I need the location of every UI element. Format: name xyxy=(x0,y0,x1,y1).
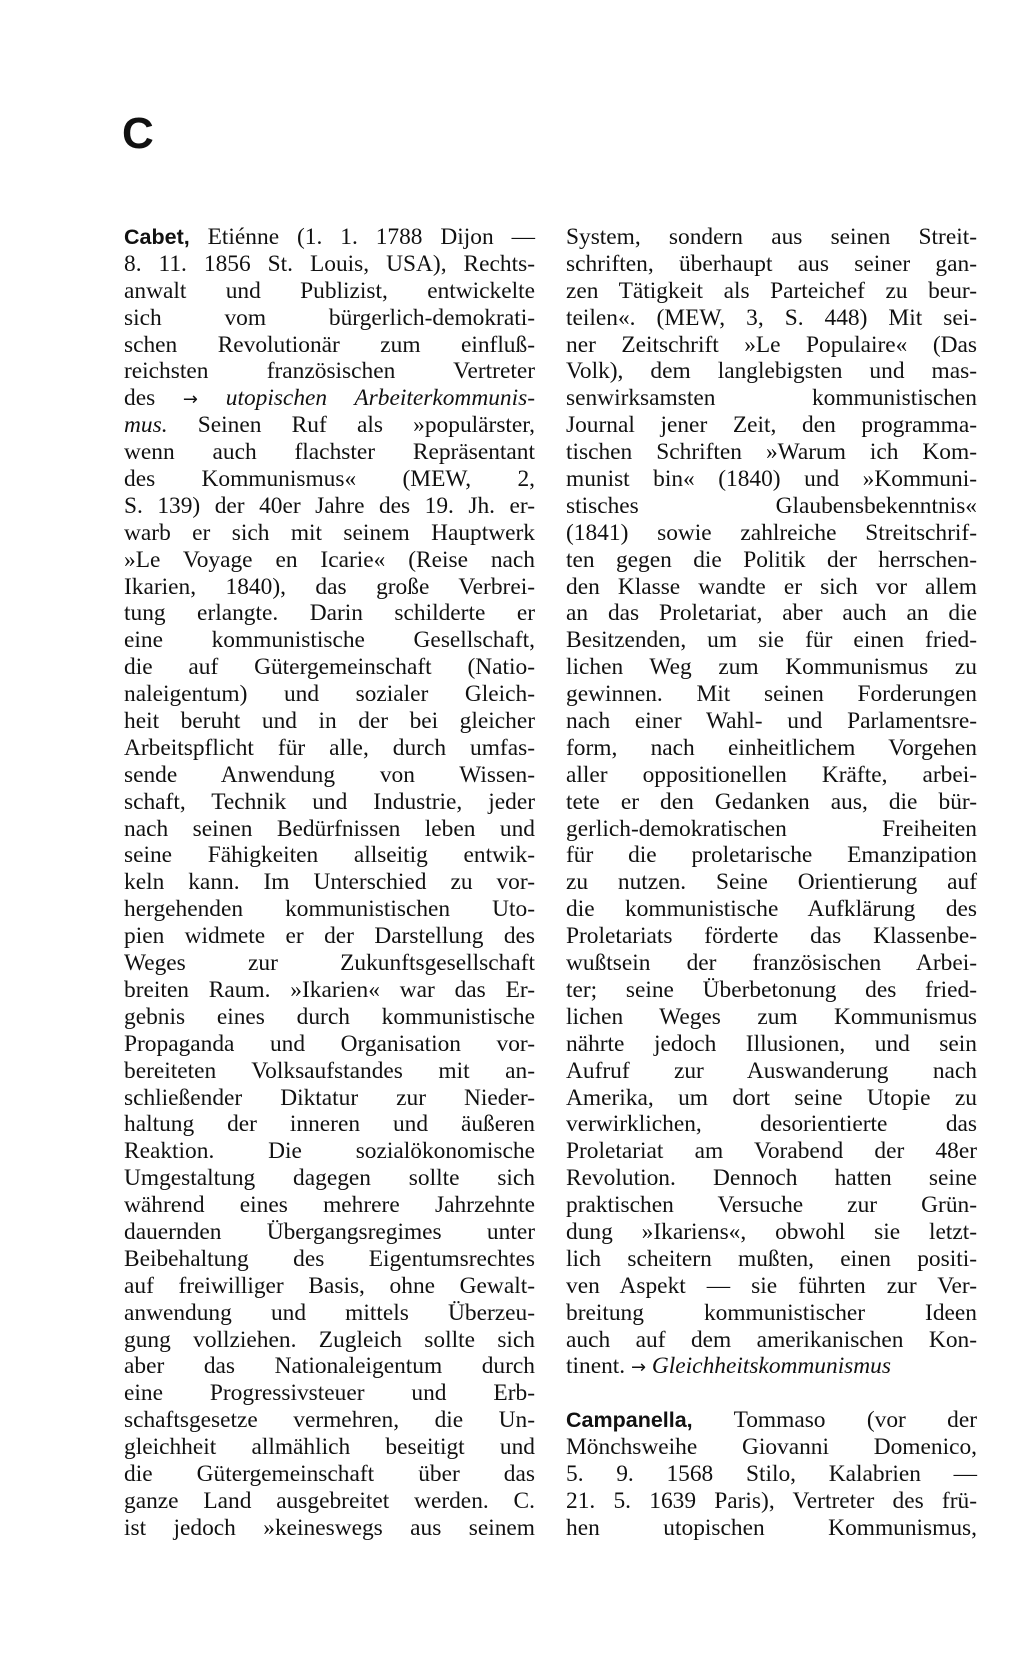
text-line: heit beruht und in der bei gleicher xyxy=(124,708,535,735)
text-line: haltung der inneren und äußeren xyxy=(124,1111,535,1138)
text-line: Proletariat am Vorabend der 48er xyxy=(566,1138,977,1165)
arrow-right-icon: → xyxy=(182,389,199,411)
text-line: gung vollziehen. Zugleich sollte sich xyxy=(124,1326,535,1353)
text-line: lich scheitern mußten, einen positi- xyxy=(566,1245,977,1272)
text-line: die auf Gütergemeinschaft (Natio- xyxy=(124,654,535,681)
text-line: Propaganda und Organisation vor- xyxy=(124,1030,535,1057)
left-column xyxy=(124,224,535,1542)
text-line: des Kommunismus« (MEW, 2, xyxy=(124,466,535,493)
text-line: senwirksamsten kommunistischen xyxy=(566,385,977,412)
text-line: nährte jedoch Illusionen, und sein xyxy=(566,1030,977,1057)
text-line: lichen Weges zum Kommunismus xyxy=(566,1003,977,1030)
text-line: praktischen Versuche zur Grün- xyxy=(566,1192,977,1219)
text-line: Weges zur Zukunftsgesellschaft xyxy=(124,950,535,977)
text-line: nach einer Wahl- und Parlamentsre- xyxy=(566,708,977,735)
text-line: teilen«. (MEW, 3, S. 448) Mit sei- xyxy=(566,304,977,331)
text-line: Arbeitspflicht für alle, durch umfas- xyxy=(124,734,535,761)
text-line: 5. 9. 1568 Stilo, Kalabrien — xyxy=(566,1461,977,1488)
text-line: gebnis eines durch kommunistische xyxy=(124,1003,535,1030)
text-span: des xyxy=(124,385,183,412)
text-line: ner Zeitschrift »Le Populaire« (Das xyxy=(566,331,977,358)
text-line: Volk), dem langlebigsten und mas- xyxy=(566,358,977,385)
text-span: Etiénne (1. 1. 1788 Dijon — xyxy=(189,224,535,250)
text-line: ven Aspekt — sie führten zur Ver- xyxy=(566,1272,977,1299)
text-line: S. 139) der 40er Jahre des 19. Jh. er- xyxy=(124,492,535,519)
text-line: gewinnen. Mit seinen Forderungen xyxy=(566,681,977,708)
text-line: breiten Raum. »Ikarien« war das Er- xyxy=(124,976,535,1003)
text-line: wußtsein der französischen Arbei- xyxy=(566,950,977,977)
entry-heading-cabet: Cabet, xyxy=(124,225,190,249)
text-line: Revolution. Dennoch hatten seine xyxy=(566,1165,977,1192)
text-line: sich vom bürgerlich-demokrati- xyxy=(124,304,535,331)
text-span: tinent. xyxy=(566,1353,631,1380)
cross-reference-link[interactable]: mus. xyxy=(124,412,168,439)
text-line: wenn auch flachster Repräsentant xyxy=(124,439,535,466)
right-column xyxy=(566,224,977,1542)
text-line: Umgestaltung dagegen sollte sich xyxy=(124,1165,535,1192)
text-line: auf freiwilliger Basis, ohne Gewalt- xyxy=(124,1272,535,1299)
text-line: gleichheit allmählich beseitigt und xyxy=(124,1434,535,1461)
text-line: den Klasse wandte er sich vor allem xyxy=(566,573,977,600)
section-letter: C xyxy=(122,109,154,158)
text-line: reichsten französischen Vertreter xyxy=(124,358,535,385)
text-line: dauernden Übergangsregimes unter xyxy=(124,1218,535,1245)
text-line: Aufruf zur Auswanderung nach xyxy=(566,1057,977,1084)
text-line: anwalt und Publizist, entwickelte xyxy=(124,277,535,304)
text-line: »Le Voyage en Icarie« (Reise nach xyxy=(124,546,535,573)
text-line: gerlich-demokratischen Freiheiten xyxy=(566,815,977,842)
text-line: dung »Ikariens«, obwohl sie letzt- xyxy=(566,1218,977,1245)
text-line: seine Fähigkeiten allseitig entwik- xyxy=(124,842,535,869)
text-line: schen Revolutionär zum einfluß- xyxy=(124,331,535,358)
text-line: form, nach einheitlichem Vorgehen xyxy=(566,734,977,761)
text-line: Amerika, um dort seine Utopie zu xyxy=(566,1084,977,1111)
text-line: schaftsgesetze vermehren, die Un- xyxy=(124,1407,535,1434)
text-line: tung erlangte. Darin schilderte er xyxy=(124,600,535,627)
text-line: Ikarien, 1840), das große Verbrei- xyxy=(124,573,535,600)
text-line: Besitzenden, um sie für einen fried- xyxy=(566,627,977,654)
text-line: pien widmete er der Darstellung des xyxy=(124,923,535,950)
text-line: aber das Nationaleigentum durch xyxy=(124,1353,535,1380)
text-line: hen utopischen Kommunismus, xyxy=(566,1514,977,1541)
text-line: sende Anwendung von Wissen- xyxy=(124,761,535,788)
text-line: anwendung und mittels Überzeu- xyxy=(124,1299,535,1326)
text-line: eine kommunistische Gesellschaft, xyxy=(124,627,535,654)
text-line: System, sondern aus seinen Streit- xyxy=(566,224,977,250)
text-span: Tommaso (vor der xyxy=(692,1407,977,1434)
text-line: Mönchsweihe Giovanni Domenico, xyxy=(566,1434,977,1461)
cross-reference-link[interactable]: Gleichheitskommunismus xyxy=(646,1353,891,1380)
arrow-right-icon: → xyxy=(630,1357,647,1379)
text-line: die kommunistische Aufklärung des xyxy=(566,896,977,923)
text-line: breitung kommunistischer Ideen xyxy=(566,1299,977,1326)
text-line: verwirklichen, desorientierte das xyxy=(566,1111,977,1138)
text-line: hergehenden kommunistischen Uto- xyxy=(124,896,535,923)
text-line: die Gütergemeinschaft über das xyxy=(124,1460,535,1487)
text-line: schaft, Technik und Industrie, jeder xyxy=(124,788,535,815)
text-line: während eines mehrere Jahrzehnte xyxy=(124,1192,535,1219)
cross-reference-link[interactable]: utopischen Arbeiterkommunis- xyxy=(198,385,535,412)
text-line xyxy=(124,385,535,412)
text-line xyxy=(124,224,535,251)
text-line: nach seinen Bedürfnissen leben und xyxy=(124,815,535,842)
entry-separator xyxy=(566,1380,977,1407)
text-line: stisches Glaubensbekenntnis« xyxy=(566,492,977,519)
text-line: zen Tätigkeit als Parteichef zu beur- xyxy=(566,277,977,304)
text-line: 21. 5. 1639 Paris), Vertreter des frü- xyxy=(566,1487,977,1514)
text-line: 8. 11. 1856 St. Louis, USA), Rechts- xyxy=(124,250,535,277)
text-line: ter; seine Überbetonung des fried- xyxy=(566,976,977,1003)
text-line: tete er den Gedanken aus, die bür- xyxy=(566,788,977,815)
text-line: zu nutzen. Seine Orientierung auf xyxy=(566,869,977,896)
text-line: lichen Weg zum Kommunismus zu xyxy=(566,654,977,681)
text-span: Seinen Ruf als »populärster, xyxy=(167,412,535,439)
text-line: an das Proletariat, aber auch an die xyxy=(566,600,977,627)
text-line: naleigentum) und sozialer Gleich- xyxy=(124,681,535,708)
text-line xyxy=(124,412,535,439)
text-line: schriften, überhaupt aus seiner gan- xyxy=(566,250,977,277)
entry-heading-campanella: Campanella, xyxy=(566,1408,693,1433)
text-line: ganze Land ausgebreitet werden. C. xyxy=(124,1487,535,1514)
text-line: Proletariats förderte das Klassenbe- xyxy=(566,923,977,950)
text-line: schließender Diktatur zur Nieder- xyxy=(124,1084,535,1111)
text-line: Beibehaltung des Eigentumsrechtes xyxy=(124,1245,535,1272)
text-line: warb er sich mit seinem Hauptwerk xyxy=(124,519,535,546)
text-line: Journal jener Zeit, den programma- xyxy=(566,412,977,439)
text-line xyxy=(566,1353,977,1380)
text-line: munist bin« (1840) und »Kommuni- xyxy=(566,466,977,493)
text-line: keln kann. Im Unterschied zu vor- xyxy=(124,869,535,896)
text-line xyxy=(566,1407,977,1434)
text-line: eine Progressivsteuer und Erb- xyxy=(124,1380,535,1407)
text-line: auch auf dem amerikanischen Kon- xyxy=(566,1326,977,1353)
text-line: (1841) sowie zahlreiche Streitschrif- xyxy=(566,519,977,546)
text-line: bereiteten Volksaufstandes mit an- xyxy=(124,1057,535,1084)
text-line: tischen Schriften »Warum ich Kom- xyxy=(566,439,977,466)
text-line: ten gegen die Politik der herrschen- xyxy=(566,546,977,573)
text-line: aller oppositionellen Kräfte, arbei- xyxy=(566,761,977,788)
text-line: für die proletarische Emanzipation xyxy=(566,842,977,869)
text-line: ist jedoch »keineswegs aus seinem xyxy=(124,1514,535,1541)
text-line: Reaktion. Die sozialökonomische xyxy=(124,1138,535,1165)
